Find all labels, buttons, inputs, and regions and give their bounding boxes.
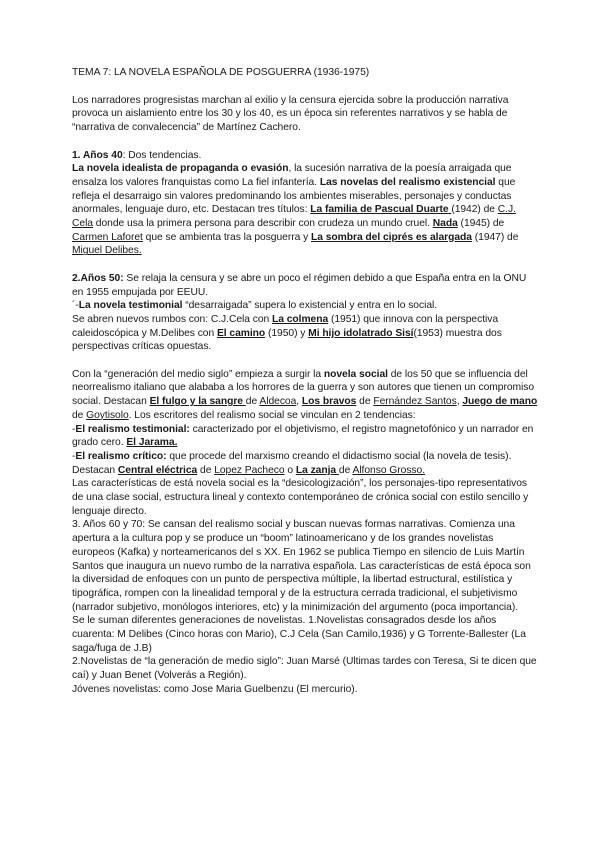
text-run: (1951) que innova con la perspectiva caleidoscópica y M.Delibes con: [72, 313, 499, 339]
text-run: que refleja el desarraigo sin valores predominando los ambientes miserables, personajes y conductas anormales, lenguaje duro, etc. Destacan tres títulos:: [72, 176, 516, 216]
text-run: “desarraigada” supera lo existencial y entra en lo social.: [182, 300, 438, 312]
title-los-bravos: Los bravos: [301, 396, 357, 408]
author-fernandez-santos: Fernández Santos: [373, 396, 457, 408]
author-delibes: Miguel Delibes.: [72, 245, 142, 257]
realismo-testimonial-line: [72, 423, 538, 450]
document-title: TEMA 7: LA NOVELA ESPAÑOLA DE POSGUERRA (1936-1975): [72, 67, 370, 78]
text-run: ´-: [72, 300, 79, 312]
realismo-existencial-term: Las novelas del realismo existencial: [319, 176, 496, 188]
section-1-heading: 1. Años 40: [72, 149, 123, 161]
title-el-jarama: El Jarama.: [126, 437, 178, 449]
text-run: de: [245, 396, 260, 408]
novela-social-term: novela social: [323, 368, 388, 380]
text-run: , la sucesión narrativa de la poesía arraigada que ensalza los valores franquistas como La fiel infantería.: [72, 163, 512, 188]
author-laforet: Carmen Laforet: [72, 231, 143, 243]
realismo-testimonial-term: El realismo testimonial:: [75, 423, 190, 435]
section-3-paragraph: 3. Años 60 y 70: Se cansan del realismo social y buscan nuevas formas narrativas. Comienza una apertura a la cultura pop y se produce un “boom” latinoamericano y de los grandes novelistas europeos (Kafka) y norteamericanos del s XX. En 1962 se publica Tiempo en silencio de Luis Martín Santos que inaugura un nuevo rumbo de la narrativa española. Las características de está época son la diversidad de enfoques con un punto de perspectiva múltiple, la libertad estructural, estilística y tipográfica, rompen con la linealidad temporal y de la estructura cerrada tradicional, el subjetivismo (narrador subjetivo, monólogos interiores, etc) y la minimización del argumento (poca importancia).: [72, 519, 531, 613]
spacer: [72, 258, 538, 272]
novela-social-paragraph: [72, 368, 538, 423]
text-run: (1945) de: [457, 218, 505, 230]
text-run: de los 50 que se influencia del neorrealismo italiano que alababa a los horrores de la guerra y son autores que tienen un compromiso social. Destacan: [72, 368, 535, 408]
text-run: ,: [296, 396, 302, 408]
text-run: Se abren nuevos rumbos con: C.J.Cela con: [72, 313, 272, 325]
generaciones-paragraph: Se le suman diferentes generaciones de novelistas. 1.Novelistas consagrados desde los años cuarenta: M Delibes (Cinco horas con Mario), C.J Cela (San Camilo,1936) y G Torrente-Ballester (La saga/fuga de J.B): [72, 615, 526, 654]
text-run: -: [72, 450, 76, 462]
text-run: Se relaja la censura y se abre un poco el régimen debido a que España entra en la ONU en 1955 empujada por EEUU.: [72, 272, 527, 298]
title-central-electrica: Central eléctrica: [117, 464, 198, 476]
text-run: de: [72, 409, 87, 421]
spacer: [72, 354, 538, 368]
text-run: donde usa la primera persona para describir con crudeza un mundo cruel.: [92, 218, 433, 230]
title-el-fulgo: El fulgo y la sangre: [149, 396, 246, 408]
text-run: (1950) y: [265, 327, 309, 339]
text-run: . Los escritores del realismo social se vinculan en 2 tendencias:: [128, 409, 416, 421]
title-nada: Nada: [432, 218, 458, 230]
title-la-colmena: La colmena: [272, 313, 329, 325]
title-sombra-cipres: La sombra del ciprés es alargada: [311, 231, 472, 243]
rumbos-paragraph: [72, 313, 538, 354]
section-1-paragraph: [72, 162, 538, 258]
text-run: Con la “generación del medio siglo” empieza a surgir la: [72, 368, 324, 380]
novela-idealista-term: La novela idealista de propaganda o evasión: [72, 163, 289, 175]
caracteristicas-paragraph: Las características de está novela social es la “desicologización”, los personajes-tipo representativos de una clase social, estructura lineal y contexto contemporáneo de crónica social con estilo sencillo y lenguaje directo.: [72, 478, 529, 517]
title-juego-de-mano: Juego de mano: [462, 396, 538, 408]
author-aldecoa: Aldecoa: [259, 396, 297, 408]
section-2-heading-line: [72, 272, 538, 299]
text-run: -: [72, 423, 76, 435]
section-1-heading-rest: : Dos tendencias.: [122, 149, 202, 161]
realismo-critico-term: El realismo crítico:: [75, 450, 167, 462]
text-run: (1953) muestra dos perspectivas críticas opuestas.: [72, 327, 502, 353]
text-run: (1942) de: [451, 204, 498, 216]
text-run: o: [284, 464, 296, 476]
text-run: que se ambienta tras la posguerra y: [142, 231, 311, 243]
author-goytisolo: Goytisolo: [86, 409, 129, 421]
text-run: que procede del marxismo creando el didactismo social (la novela de tesis). Destacan: [72, 450, 512, 476]
text-run: de: [197, 464, 215, 476]
document-page: [72, 66, 538, 697]
author-alfonso-grosso: Alfonso Grosso.: [352, 464, 426, 476]
author-lopez-pacheco: Lopez Pacheco: [214, 464, 285, 476]
section-1-heading-line: [72, 149, 538, 163]
title-el-camino: El camino: [216, 327, 266, 339]
medio-siglo-paragraph: 2.Novelistas de “la generación de medio siglo”: Juan Marsé (Ultimas tardes con Teresa, Si te dicen que caí) y Juan Benet (Volverás a Región).: [72, 656, 537, 682]
jovenes-paragraph: Jóvenes novelistas: como Jose Maria Guelbenzu (El mercurio).: [72, 683, 358, 695]
testimonial-line: [72, 299, 538, 313]
novela-testimonial-term: La novela testimonial: [78, 300, 183, 312]
section-2-heading: 2.Años 50:: [72, 272, 124, 284]
author-cela: C.J. Cela: [72, 204, 516, 230]
text-run: caracterizado por el objetivismo, el registro magnetofónico y un narrador en grado cero.: [72, 423, 534, 449]
realismo-critico-line: [72, 450, 538, 477]
intro-paragraph: Los narradores progresistas marchan al exilio y la censura ejercida sobre la producción narrativa provoca un aislamiento entre los 30 y los 40, es un época sin referentes narrativos y se habla de “narrativa de convalecencia” de Martínez Cachero.: [72, 94, 509, 134]
title-pascual-duarte: La familia de Pascual Duarte: [310, 204, 452, 216]
title-la-zanja: La zanja: [295, 464, 339, 476]
text-run: ,: [456, 396, 463, 408]
text-run: de: [356, 396, 374, 408]
text-run: (1947) de: [471, 231, 519, 243]
title-mi-hijo-sisi: Mi hijo idolatrado Sisí: [308, 327, 414, 339]
text-run: de: [338, 464, 353, 476]
spacer: [72, 135, 538, 149]
